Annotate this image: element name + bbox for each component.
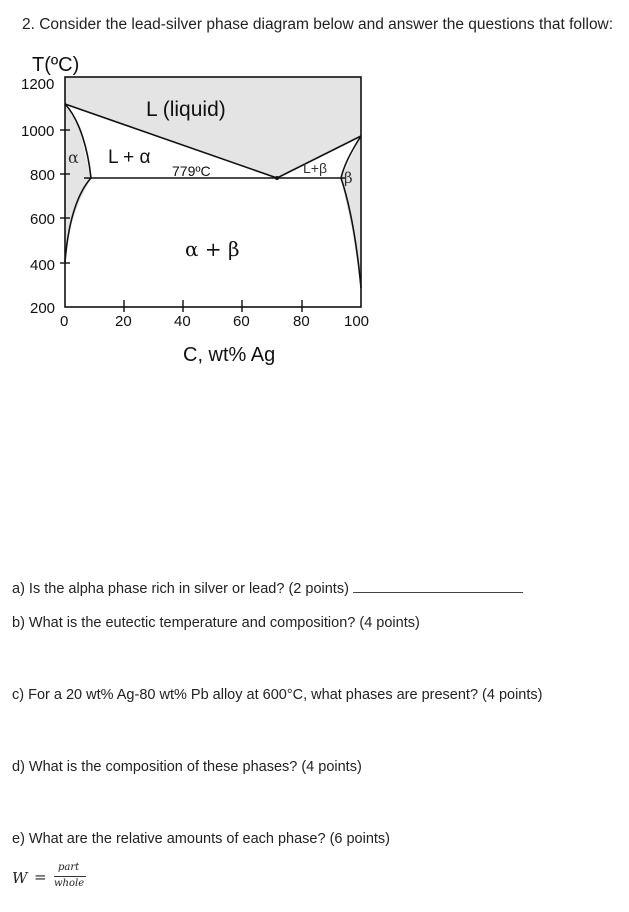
question-b: b) What is the eutectic temperature and composition? (4 points) [12,615,420,631]
question-title: 2. Consider the lead-silver phase diagram below and answer the questions that follow: [22,16,614,33]
x-tick-label: 40 [174,313,191,330]
l-beta-label: L+β [303,160,328,176]
y-tick-label: 400 [30,257,56,274]
phase-diagram [0,0,629,380]
formula-lhs: W [12,869,28,887]
liquid-label: L (liquid) [146,98,226,121]
y-tick-label: 800 [30,167,56,184]
l-alpha-label: L + α [108,147,151,168]
formula-equals: = [34,868,47,886]
question-e: e) What are the relative amounts of each phase? (6 points) [12,831,391,847]
x-tick-label: 100 [344,313,370,330]
fraction-bar [54,876,86,877]
question-d: d) What is the composition of these phases? (4 points) [12,759,362,775]
y-axis-label: T(ºC) [32,54,80,76]
beta-label: β [344,169,353,187]
formula-denominator: whole [54,878,85,889]
x-axis-label: C, wt% Ag [183,344,276,366]
eutectic-temperature-label: 779ºC [172,163,211,179]
x-tick-label: 60 [233,313,250,330]
y-tick-label: 600 [30,211,56,228]
x-tick-label: 80 [293,313,310,330]
x-tick-label: 20 [115,313,132,330]
alpha-label: α [68,148,79,167]
question-a-text: a) Is the alpha phase rich in silver or lead? (2 points) [12,581,349,597]
question-c: c) For a 20 wt% Ag-80 wt% Pb alloy at 600°C, what phases are present? (4 points) [12,687,543,703]
x-tick-label: 0 [60,313,69,330]
y-tick-label: 1000 [21,123,55,140]
alpha-beta-label: α + β [185,237,240,261]
y-tick-label: 200 [30,300,56,317]
x-ticks [124,300,302,312]
formula-numerator: part [58,862,80,873]
eutectic-point [275,176,279,180]
question-a [12,580,523,597]
y-tick-label: 1200 [21,76,55,93]
answer-blank[interactable] [353,580,523,593]
